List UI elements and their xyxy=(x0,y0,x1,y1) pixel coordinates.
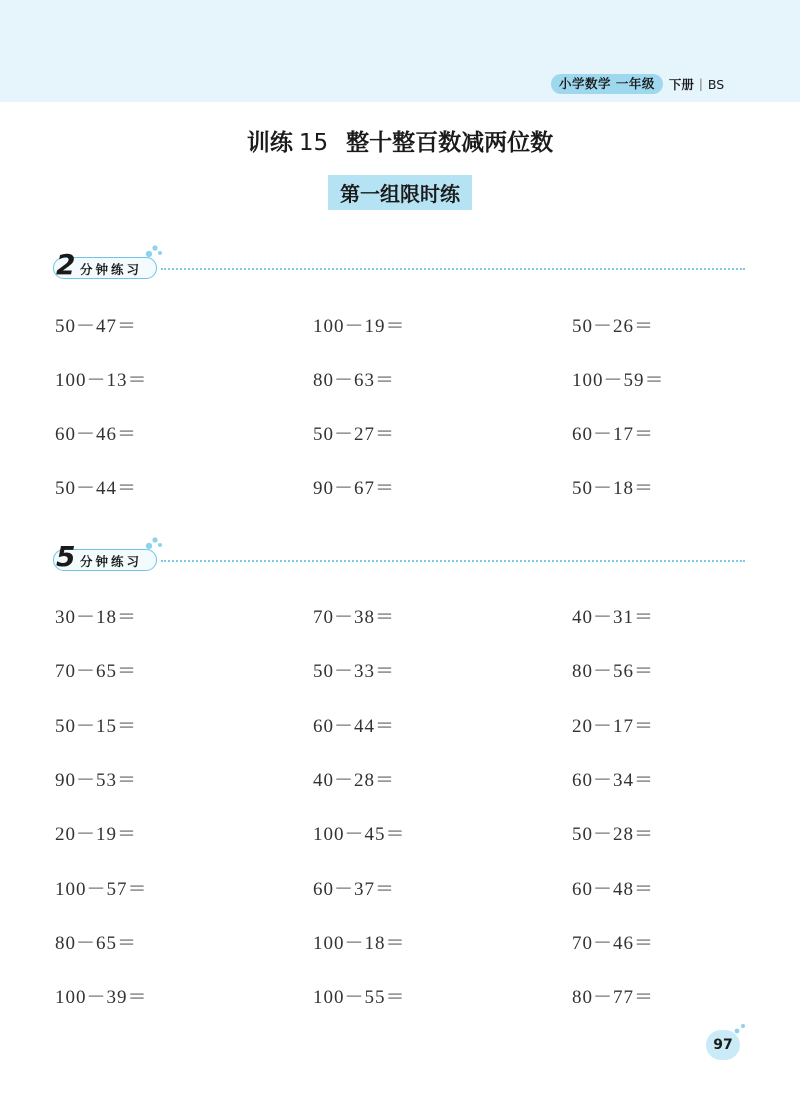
page-title xyxy=(0,124,800,157)
water-drops-icon xyxy=(732,1022,748,1036)
section-number: 5 xyxy=(56,540,76,573)
problem-item: 50－27＝ xyxy=(313,424,396,445)
problem-item: 100－13＝ xyxy=(55,370,148,391)
section-label: 分钟练习 xyxy=(80,262,143,277)
problem-item: 60－48＝ xyxy=(572,878,655,900)
problem-item: 70－38＝ xyxy=(313,607,396,628)
subtitle: 第一组限时练 xyxy=(328,175,472,210)
problem-item: 100－45＝ xyxy=(313,824,406,846)
problem-item: 60－17＝ xyxy=(572,424,655,445)
problem-item: 80－63＝ xyxy=(313,370,396,391)
page-number: 97 xyxy=(706,1030,740,1060)
problem-item: 90－53＝ xyxy=(55,769,138,791)
water-drops-icon xyxy=(141,242,165,260)
problem-item: 100－19＝ xyxy=(313,316,406,337)
problem-item: 50－33＝ xyxy=(313,661,396,683)
problem-item: 100－18＝ xyxy=(313,932,406,954)
badge-separator: | xyxy=(698,77,703,91)
problem-item: 60－34＝ xyxy=(572,769,655,791)
problem-item: 50－18＝ xyxy=(572,478,655,499)
problem-item: 20－17＝ xyxy=(572,715,655,737)
problem-item: 100－55＝ xyxy=(313,987,406,1009)
title-text: 整十整百数减两位数 xyxy=(346,130,554,156)
problem-item: 50－47＝ xyxy=(55,316,138,337)
problem-item: 30－18＝ xyxy=(55,607,138,628)
problem-item: 50－28＝ xyxy=(572,824,655,846)
problem-item: 20－19＝ xyxy=(55,824,138,846)
section-dotted-line xyxy=(161,268,745,270)
section-header-5min xyxy=(53,540,745,574)
subject-grade-label: 小学数学 一年级 xyxy=(551,74,663,94)
problem-item: 80－77＝ xyxy=(572,987,655,1009)
problem-item: 100－57＝ xyxy=(55,878,148,900)
problem-item: 60－46＝ xyxy=(55,424,138,445)
edition-label: BS xyxy=(707,76,725,92)
problem-item: 50－15＝ xyxy=(55,715,138,737)
title-number: 15 xyxy=(298,130,329,156)
section-number: 2 xyxy=(56,248,76,281)
problem-item: 90－67＝ xyxy=(313,478,396,499)
book-badge xyxy=(551,74,724,94)
problem-item: 50－44＝ xyxy=(55,478,138,499)
problem-item: 100－39＝ xyxy=(55,987,148,1009)
problem-item: 80－56＝ xyxy=(572,661,655,683)
title-prefix: 训练 xyxy=(246,130,293,156)
subtitle-container xyxy=(0,175,800,210)
problem-item: 60－44＝ xyxy=(313,715,396,737)
problem-item: 60－37＝ xyxy=(313,878,396,900)
section-header-2min xyxy=(53,248,745,282)
problem-item: 70－46＝ xyxy=(572,932,655,954)
problem-item: 100－59＝ xyxy=(572,370,665,391)
problem-item: 40－31＝ xyxy=(572,607,655,628)
problem-item: 80－65＝ xyxy=(55,932,138,954)
problem-item: 40－28＝ xyxy=(313,769,396,791)
volume-label: 下册 xyxy=(668,77,694,92)
problem-item: 50－26＝ xyxy=(572,316,655,337)
section-dotted-line xyxy=(161,560,745,562)
section-label: 分钟练习 xyxy=(80,554,143,569)
problem-item: 70－65＝ xyxy=(55,661,138,683)
water-drops-icon xyxy=(141,534,165,552)
